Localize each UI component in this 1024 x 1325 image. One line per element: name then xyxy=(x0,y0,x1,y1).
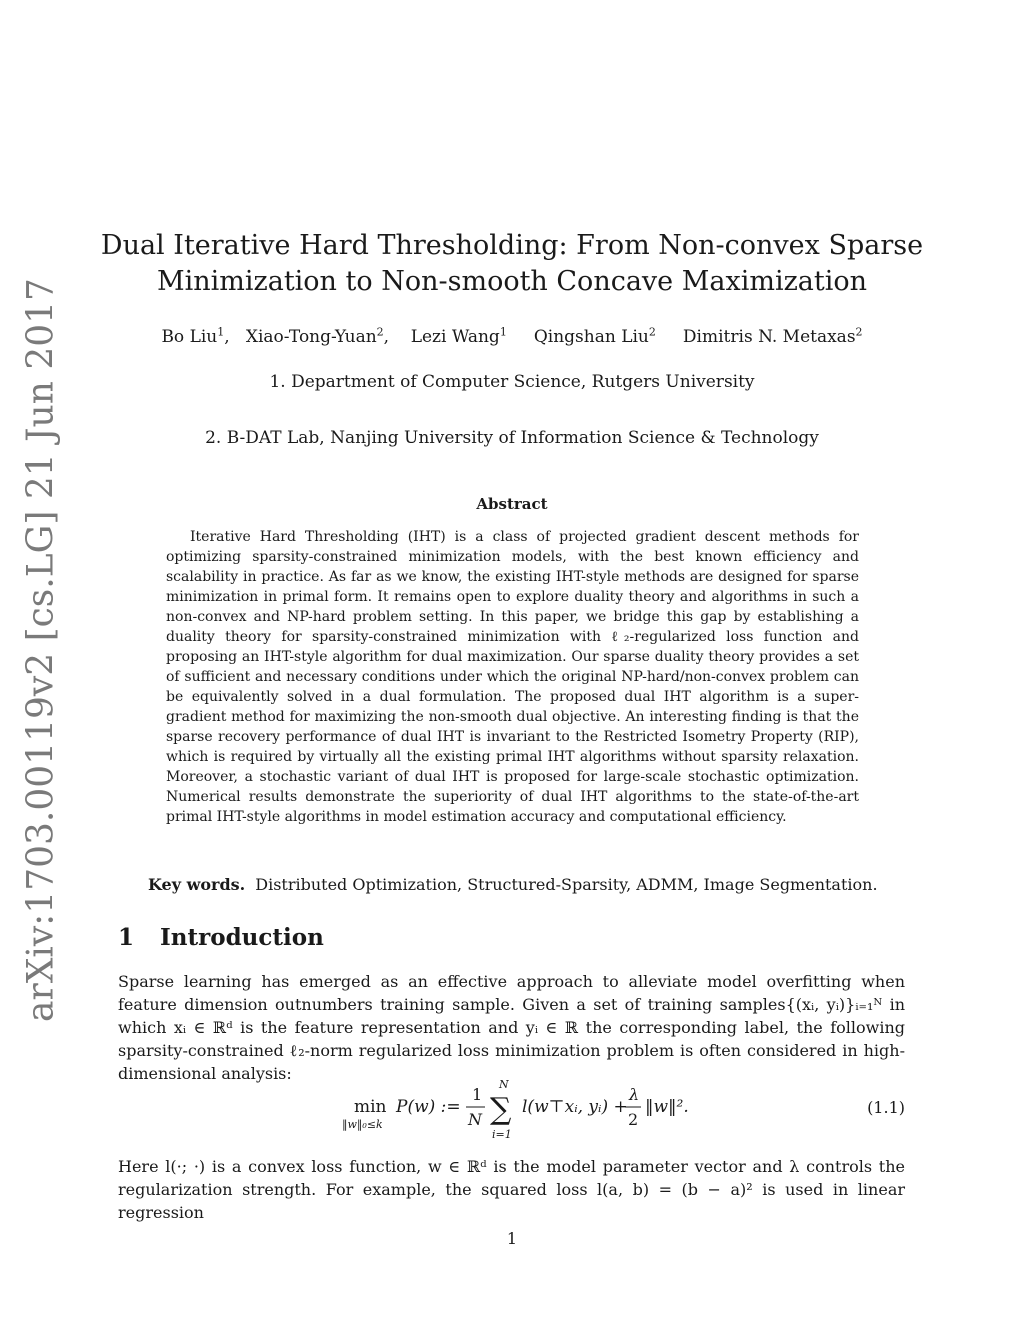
paper-title xyxy=(60,228,964,300)
intro-paragraph: Sparse learning has emerged as an effective approach to alleviate model overfitting when feature dimension outnumbers training sample. Given a set of training samples{(xᵢ, yᵢ)}ᵢ₌₁ᴺ in which xᵢ ∈ ℝᵈ is the feature representation and yᵢ ∈ ℝ the corresponding label, the following sparsity-constrained ℓ₂-norm regularized loss minimization problem is often considered in high-dimensional analysis: xyxy=(118,972,905,1083)
author-name: Bo Liu$^1$, xyxy=(161,325,230,347)
keywords xyxy=(148,874,908,896)
title-line-1: Dual Iterative Hard Thresholding: From Non-convex Sparse xyxy=(100,230,924,261)
after-equation-paragraph: Here l(·; ·) is a convex loss function, w ∈ ℝᵈ is the model parameter vector and λ controls the regularization strength. For example, the squared loss l(a, b) = (b − a)² is used in linear regression xyxy=(118,1157,905,1222)
affiliation-1: 1. Department of Computer Science, Rutgers University xyxy=(269,372,755,392)
eq-sum-top: N xyxy=(499,1078,509,1091)
author-name: Dimitris N. Metaxas$^2$ xyxy=(682,325,863,347)
author-name: Xiao-Tong-Yuan$^2$, xyxy=(245,325,390,347)
eq-sum-body: l(w⊤xᵢ, yᵢ) + xyxy=(522,1097,628,1117)
eq-frac-den: N xyxy=(468,1110,482,1129)
equation-graphic xyxy=(118,1076,905,1146)
eq-min: min xyxy=(354,1097,387,1117)
eq-lambda-den: 2 xyxy=(628,1110,639,1129)
eq-sum-sign: ∑ xyxy=(490,1092,512,1127)
author-name: Qingshan Liu$^2$ xyxy=(533,325,656,347)
keywords-text: Distributed Optimization, Structured-Sparsity, ADMM, Image Segmentation. xyxy=(255,875,878,894)
eq-sum-bottom: i=1 xyxy=(492,1128,512,1141)
arxiv-id: arXiv:1703.00119v2 [cs.LG] 21 Jun 2017 xyxy=(20,278,62,1022)
equation-number: (1.1) xyxy=(867,1098,905,1117)
eq-frac-num: 1 xyxy=(472,1085,483,1104)
eq-min-sub: ‖w‖₀≤k xyxy=(342,1118,383,1131)
section-title: Introduction xyxy=(160,924,324,951)
author-name: Lezi Wang$^1$ xyxy=(410,325,507,347)
title-line-2: Minimization to Non-smooth Concave Maximization xyxy=(156,266,868,297)
section-number: 1 xyxy=(118,924,135,951)
section-heading xyxy=(118,924,324,951)
eq-norm: ‖w‖². xyxy=(645,1097,689,1117)
eq-lhs: P(w) := xyxy=(396,1097,461,1117)
abstract-body: Iterative Hard Thresholding (IHT) is a class of projected gradient descent methods for optimizing sparsity-constrained minimization models, with the best known efficiency and scalability in practice. As far as we know, the existing IHT-style methods are designed for sparse minimization in primal form. It remains open to explore duality theory and algorithms in such a non-convex and NP-hard problem setting. In this paper, we bridge this gap by establishing a duality theory for sparsity-constrained minimization with ℓ₂-regularized loss function and proposing an IHT-style algorithm for dual maximization. Our sparse duality theory provides a set of sufficient and necessary conditions under which the original NP-hard/non-convex problem can be equivalently solved in a dual formulation. The proposed dual IHT algorithm is a super-gradient method for maximizing the non-smooth dual objective. An interesting finding is that the sparse recovery performance of dual IHT is invariant to the Restricted Isometry Property (RIP), which is required by virtually all the existing primal IHT algorithms without sparsity relaxation. Moreover, a stochastic variant of dual IHT is proposed for large-scale stochastic optimization. Numerical results demonstrate the superiority of dual IHT algorithms to the state-of-the-art primal IHT-style algorithms in model estimation accuracy and computational efficiency. xyxy=(166,529,859,825)
abstract-heading: Abstract xyxy=(476,495,548,513)
author-list xyxy=(60,320,964,349)
arxiv-sidebar-stamp xyxy=(16,278,66,1022)
eq-lambda-num: λ xyxy=(629,1085,640,1104)
affiliation-2: 2. B-DAT Lab, Nanjing University of Information Science & Technology xyxy=(205,428,819,448)
page-number: 1 xyxy=(506,1229,518,1248)
equation-1-1 xyxy=(118,1076,905,1146)
keywords-label: Key words. xyxy=(148,875,246,894)
